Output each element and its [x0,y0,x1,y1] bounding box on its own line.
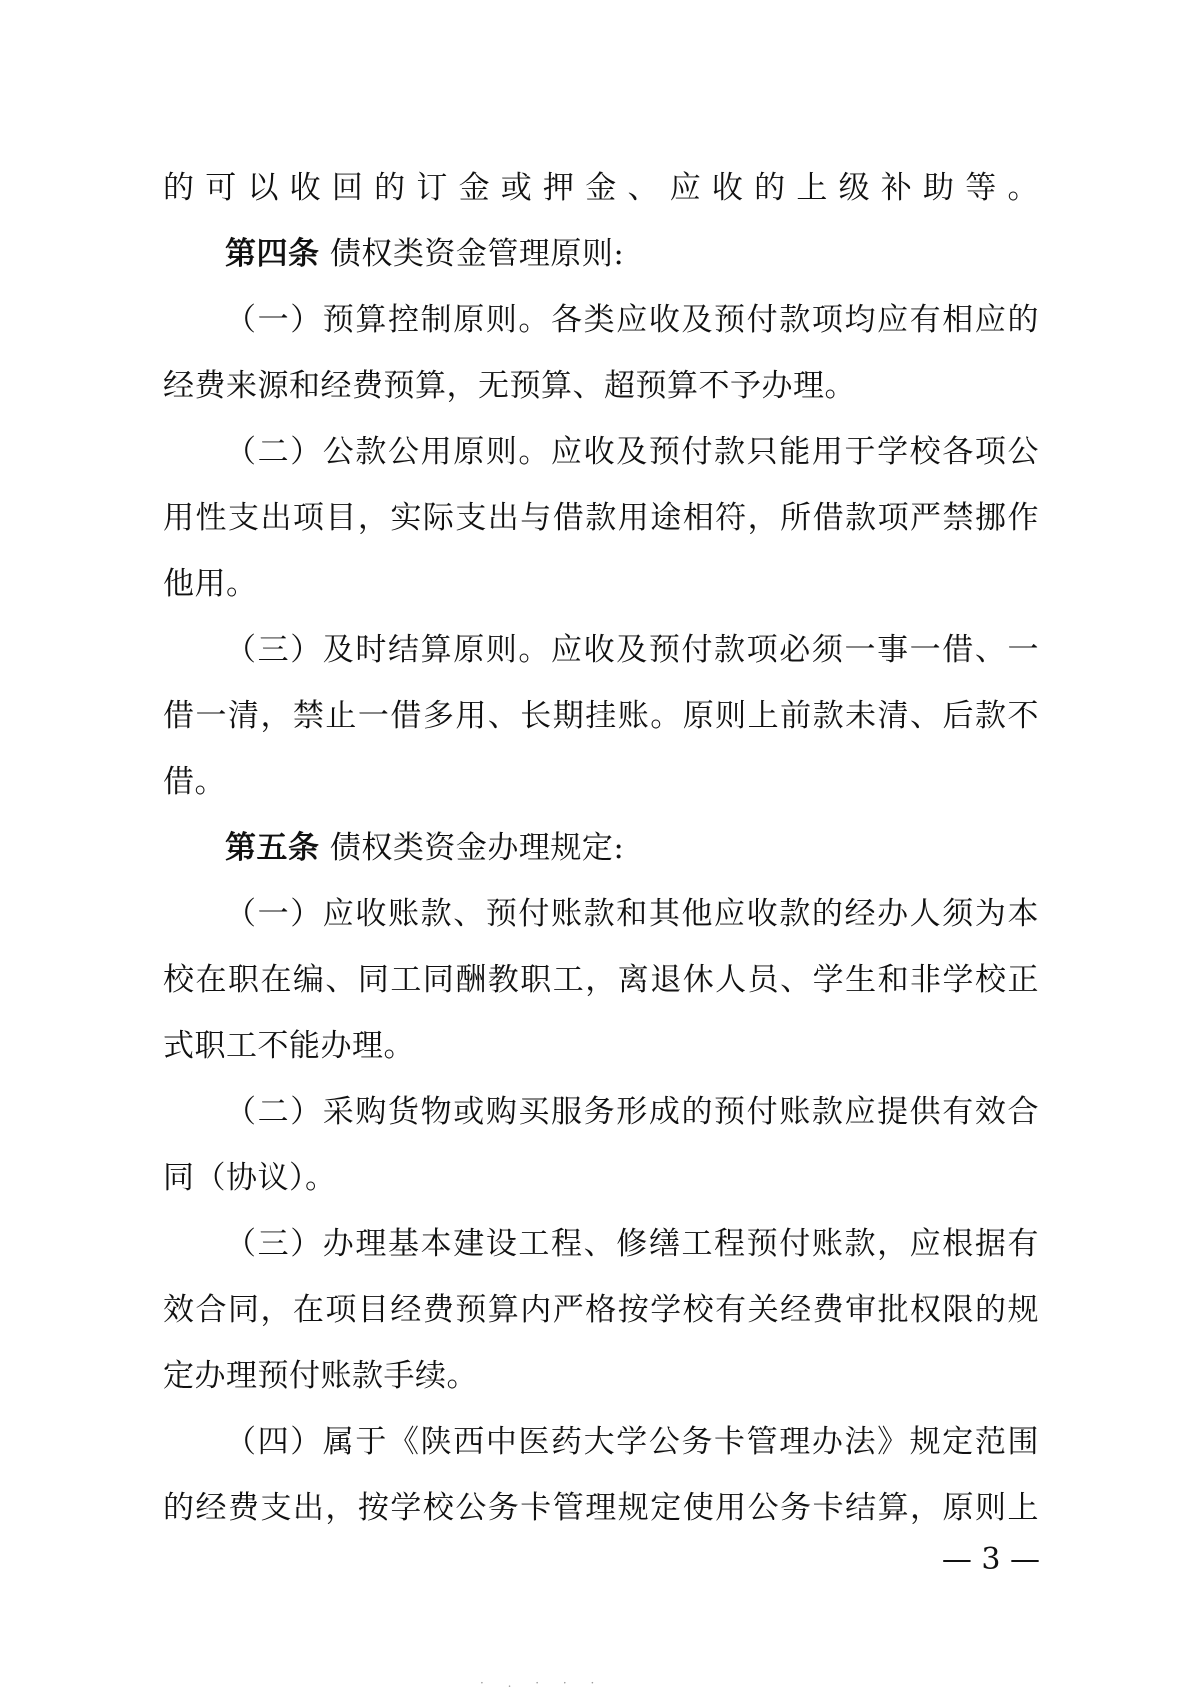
text-line: 效合同，在项目经费预算内严格按学校有关经费审批权限的规 [163,1292,1039,1328]
text-line: 他用。 [163,566,258,602]
text-line: （一）应收账款、预付账款和其他应收款的经办人须为本 [225,896,1039,932]
text-line: 的可以收回的订金或押金、应收的上级补助等。 [163,170,1039,206]
text-line: （四）属于《陕西中医药大学公务卡管理办法》规定范围 [225,1424,1039,1460]
article-4-title: 债权类资金管理原则: [319,236,625,272]
scan-marks: · . · · · [480,1676,605,1690]
text-line: 校在职在编、同工同酬教职工，离退休人员、学生和非学校正 [163,962,1039,998]
article-4-label: 第四条 [225,236,320,272]
text-line: （一）预算控制原则。各类应收及预付款项均应有相应的 [225,302,1039,338]
text-line: 借一清，禁止一借多用、长期挂账。原则上前款未清、后款不 [163,698,1039,734]
article-5-title: 债权类资金办理规定: [319,830,625,866]
text-line: 借。 [163,764,226,800]
text-line: 式职工不能办理。 [163,1028,415,1064]
text-line: （三）办理基本建设工程、修缮工程预付账款，应根据有 [225,1226,1039,1262]
text-line: （三）及时结算原则。应收及预付款项必须一事一借、一 [225,632,1039,668]
page-number: — 3 — [941,1542,1040,1577]
text-line: 定办理预付账款手续。 [163,1358,478,1394]
text-line: 用性支出项目，实际支出与借款用途相符，所借款项严禁挪作 [163,500,1039,536]
text-line: 同（协议）。 [163,1160,337,1196]
text-line: 经费来源和经费预算，无预算、超预算不予办理。 [163,368,856,404]
text-line: （二）公款公用原则。应收及预付款只能用于学校各项公 [225,434,1039,470]
article-4-heading-line [163,221,1039,287]
article-5-heading-line [163,815,1039,881]
document-body [163,155,1039,1541]
article-5-label: 第五条 [225,830,320,866]
text-line: （二）采购货物或购买服务形成的预付账款应提供有效合 [225,1094,1039,1130]
text-line: 的经费支出，按学校公务卡管理规定使用公务卡结算，原则上 [163,1490,1039,1526]
